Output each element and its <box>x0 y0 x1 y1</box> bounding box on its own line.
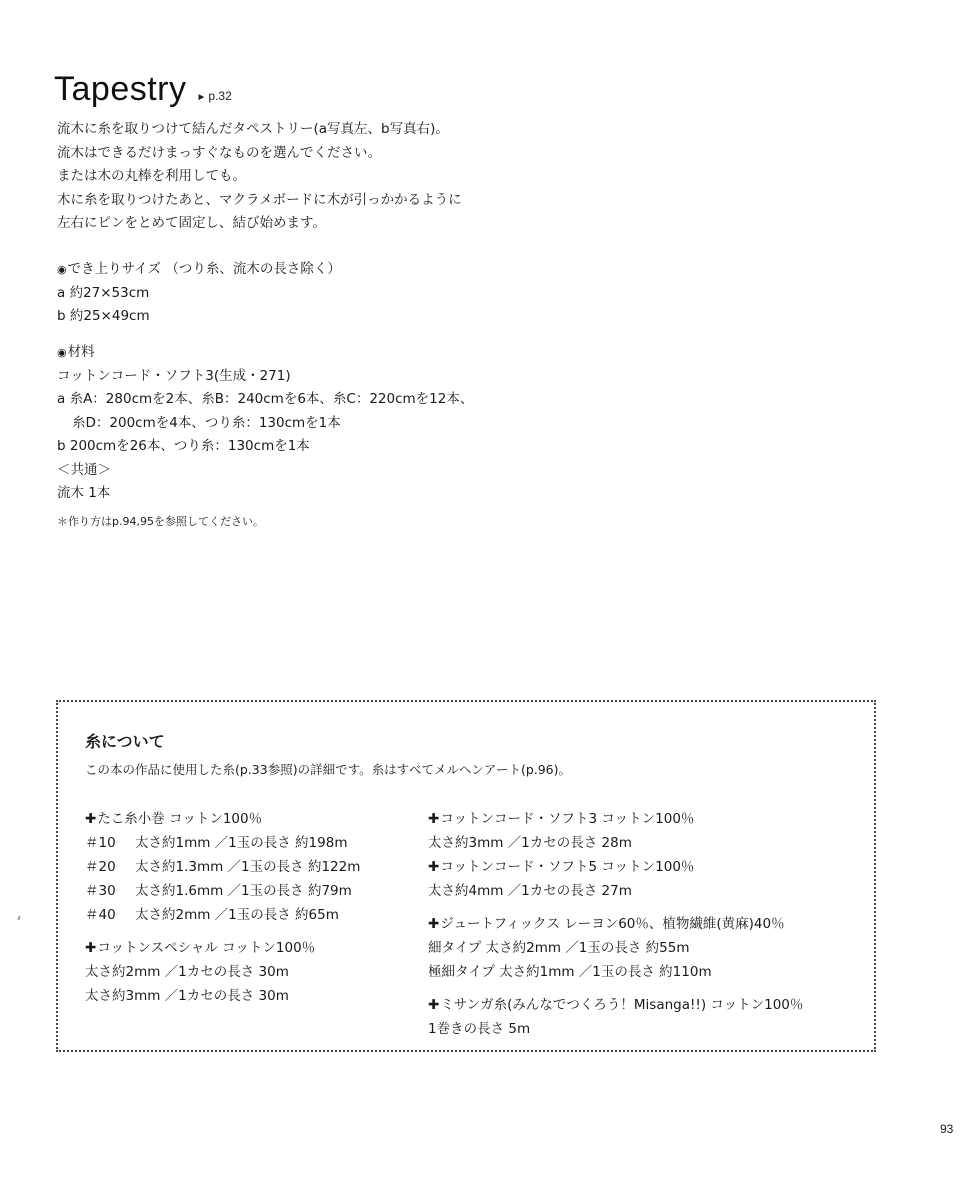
yarn-heading-text: ミサンガ糸(みんなでつくろう！Misanga!!) コットン100％ <box>440 997 804 1013</box>
title-row <box>54 70 232 109</box>
page-number: 93 <box>940 1122 954 1136</box>
yarn-heading-text: ジュートフィックス レーヨン60％、植物繊維(黄麻)40％ <box>440 916 785 932</box>
intro-line: または木の丸棒を利用しても。 <box>57 168 246 184</box>
plus-bullet-icon: ✚ <box>428 997 440 1013</box>
page-reference-text: p.32 <box>208 89 232 103</box>
yarn-spec: 太さ約2mm ／1玉の長さ 約65m <box>135 907 339 923</box>
materials-heading-text: 材料 <box>67 344 95 360</box>
yarn-heading-misanga <box>428 993 803 1017</box>
yarn-spec: 太さ約1mm ／1玉の長さ 約198m <box>135 835 348 851</box>
materials-note: ＊作り方はp.94,95を参照してください。 <box>57 514 264 528</box>
yarn-spec-row: 太さ約4mm ／1カセの長さ 27m <box>428 883 632 899</box>
size-heading <box>57 258 577 282</box>
materials-section <box>57 341 577 532</box>
yarn-heading-soft5 <box>428 855 803 879</box>
yarn-spec: 太さ約1.6mm ／1玉の長さ 約79m <box>135 883 352 899</box>
yarn-spec-row <box>85 903 360 927</box>
yarn-box-title: 糸について <box>85 732 165 751</box>
yarn-box-description: この本の作品に使用した糸(p.33参照)の詳細です。糸はすべてメルヘンアート(p.96)。 <box>85 762 572 777</box>
materials-a-line2: 糸D：200cmを4本、つり糸：130cmを1本 <box>72 414 341 431</box>
yarn-spec-row <box>85 831 360 855</box>
plus-bullet-icon: ✚ <box>428 811 440 827</box>
yarn-heading-tako <box>85 807 360 831</box>
yarn-number: ＃40 <box>85 907 116 923</box>
yarn-number: ＃10 <box>85 835 116 851</box>
size-section <box>57 258 577 329</box>
intro-line: 木に糸を取りつけたあと、マクラメボードに木が引っかかるように <box>57 191 462 208</box>
yarn-heading-jute <box>428 912 803 936</box>
yarn-list-right <box>428 807 803 1041</box>
yarn-heading-text: コットンコード・ソフト3 コットン100％ <box>440 811 695 827</box>
yarn-spec-row: 太さ約3mm ／1カセの長さ 30m <box>85 988 289 1004</box>
circle-bullet-icon: ◉ <box>57 263 67 276</box>
yarn-spec-row: 1巻きの長さ 5m <box>428 1021 531 1037</box>
yarn-number: ＃20 <box>85 859 116 875</box>
yarn-spec-row: 極細タイプ 太さ約1mm ／1玉の長さ 約110m <box>428 964 712 980</box>
intro-line: 左右にピンをとめて固定し、結び始めます。 <box>57 215 326 231</box>
yarn-spec: 太さ約1.3mm ／1玉の長さ 約122m <box>135 859 361 875</box>
intro-line: 流木はできるだけまっすぐなものを選んでください。 <box>57 144 381 161</box>
yarn-spec-row <box>85 855 360 879</box>
materials-b: b 200cmを26本、つり糸：130cmを1本 <box>57 438 310 454</box>
arrow-right-icon: ► <box>196 92 207 103</box>
materials-yarn: コットンコード・ソフト3(生成・271) <box>57 367 291 384</box>
intro-paragraph <box>57 118 577 236</box>
yarn-spec-row: 細タイプ 太さ約2mm ／1玉の長さ 約55m <box>428 940 690 956</box>
scan-speck <box>17 916 20 920</box>
yarn-heading-text: コットンスペシャル コットン100％ <box>97 940 316 956</box>
size-b: b 約25×49cm <box>57 308 150 324</box>
materials-wood: 流木 1本 <box>57 485 111 501</box>
yarn-number: ＃30 <box>85 883 116 899</box>
materials-heading <box>57 341 577 365</box>
yarn-spec-row: 太さ約2mm ／1カセの長さ 30m <box>85 964 289 980</box>
yarn-info-box <box>56 700 876 1052</box>
intro-line: 流木に糸を取りつけて結んだタペストリー(a写真左、b写真右)。 <box>57 121 449 137</box>
circle-bullet-icon: ◉ <box>57 346 67 359</box>
plus-bullet-icon: ✚ <box>85 811 97 827</box>
yarn-spec-row <box>85 879 360 903</box>
size-heading-text: でき上りサイズ （つり糸、流木の長さ除く） <box>67 261 341 277</box>
yarn-heading-special <box>85 936 360 960</box>
page-title: Tapestry <box>54 70 187 108</box>
page-reference <box>197 89 232 103</box>
yarn-heading-text: たこ糸小巻 コットン100％ <box>97 811 263 827</box>
plus-bullet-icon: ✚ <box>428 859 440 875</box>
yarn-list-left <box>85 807 360 1008</box>
materials-common: ＜共通＞ <box>57 461 111 478</box>
size-a: a 約27×53cm <box>57 284 150 301</box>
plus-bullet-icon: ✚ <box>428 916 440 932</box>
plus-bullet-icon: ✚ <box>85 940 97 956</box>
yarn-heading-soft3 <box>428 807 803 831</box>
yarn-spec-row: 太さ約3mm ／1カセの長さ 28m <box>428 835 632 851</box>
yarn-heading-text: コットンコード・ソフト5 コットン100％ <box>440 859 695 875</box>
materials-a-line1: a 糸A：280cmを2本、糸B：240cmを6本、糸C：220cmを12本、 <box>57 391 474 407</box>
